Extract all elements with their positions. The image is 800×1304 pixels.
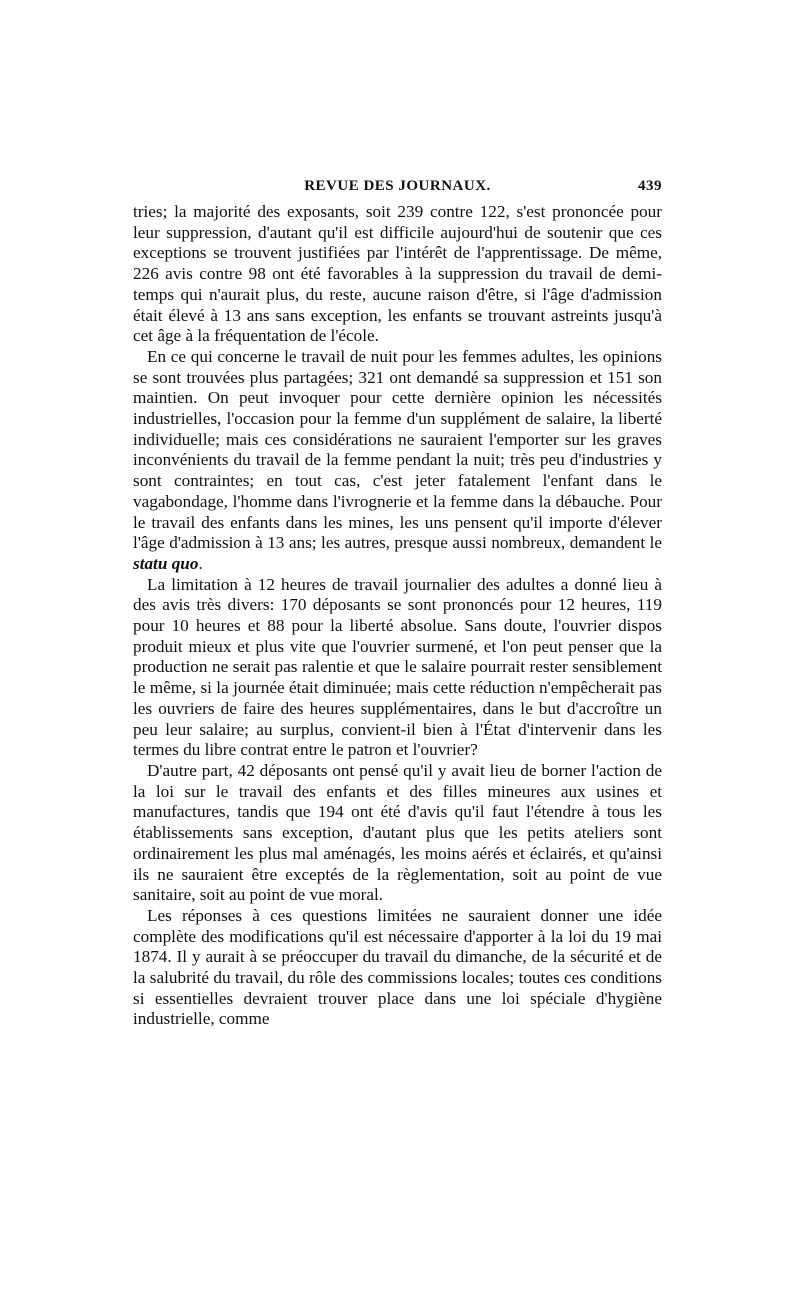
paragraph-2 <box>133 347 662 575</box>
paragraph-5 <box>133 906 662 1030</box>
paragraph-text: La limitation à 12 heures de travail journalier des adultes a donné lieu à des avis très divers: 170 déposants se sont prononcés pour 12 heures, 119 pour 10 heures et 88 pour la liberté absolue. Sans doute, l'ouvrier dispos produit mieux et plus vite que l'ouvrier surmené, et l'on peut penser que la production ne serait pas ralentie et que le salaire pourrait rester sensiblement le même, si la journée était diminuée; mais cette réduction n'empêcherait pas les ouvriers de faire des heures supplémentaires, dans le but d'accroître un peu leur salaire; au surplus, convient-il bien à l'État d'intervenir dans les termes du libre contrat entre le patron et l'ouvrier? <box>133 574 662 760</box>
page-number: 439 <box>638 178 662 194</box>
paragraph-text: D'autre part, 42 déposants ont pensé qu'il y avait lieu de borner l'action de la loi sur le travail des enfants et des filles mineures aux usines et manufactures, tandis que 194 ont été d'avis qu'il faut l'étendre à tous les établissements sans exception, d'autant plus que les petits ateliers sont ordinairement les plus mal aménagés, les moins aérés et éclairés, et qu'ainsi ils ne sauraient être exceptés de la règlementation, soit au point de vue sanitaire, soit au point de vue moral. <box>133 760 662 905</box>
paragraph-text: Les réponses à ces questions limitées ne sauraient donner une idée complète des modifications qu'il est nécessaire d'apporter à la loi du 19 mai 1874. Il y aurait à se préoccuper du travail du dimanche, de la sécurité et de la salubrité du travail, du rôle des commissions locales; toutes ces conditions si essentielles devraient trouver place dans une loi spéciale d'hygiène industrielle, comme <box>133 905 662 1029</box>
book-page <box>133 178 662 1030</box>
running-header <box>133 178 662 202</box>
paragraph-4 <box>133 761 662 906</box>
page-body <box>133 202 662 1030</box>
paragraph-end: . <box>198 553 203 573</box>
running-title: REVUE DES JOURNAUX. <box>304 178 491 194</box>
paragraph-text: tries; la majorité des exposants, soit 239 contre 122, s'est prononcée pour leur suppression, d'autant qu'il est difficile aujourd'hui de soutenir que ces exceptions se trouvent justifiées par l'intérêt de l'apprentissage. De même, 226 avis contre 98 ont été favorables à la suppression du travail de demi-temps qui n'aurait plus, du reste, aucune raison d'être, si l'âge d'admission était élevé à 13 ans sans exception, les enfants se trouvant astreints jusqu'à cet âge à la fréquentation de l'école. <box>133 202 662 346</box>
paragraph-text: En ce qui concerne le travail de nuit pour les femmes adultes, les opinions se sont trouvées plus partagées; 321 ont demandé sa suppression et 151 son maintien. On peut invoquer pour cette dernière opinion les nécessités industrielles, l'occasion pour la femme d'un supplément de salaire, la liberté individuelle; mais ces considérations ne sauraient l'emporter sur les graves inconvénients du travail de la femme pendant la nuit; très peu d'industries y sont contraintes; en tout cas, c'est jeter fatalement l'enfant dans le vagabondage, l'homme dans l'ivrognerie et la femme dans la débauche. Pour le travail des enfants dans les mines, les uns pensent qu'il importe d'élever l'âge d'admission à 13 ans; les autres, presque aussi nombreux, demandent le <box>133 346 662 553</box>
paragraph-3 <box>133 575 662 761</box>
italic-phrase: statu quo <box>133 553 199 573</box>
paragraph-1 <box>133 202 662 347</box>
